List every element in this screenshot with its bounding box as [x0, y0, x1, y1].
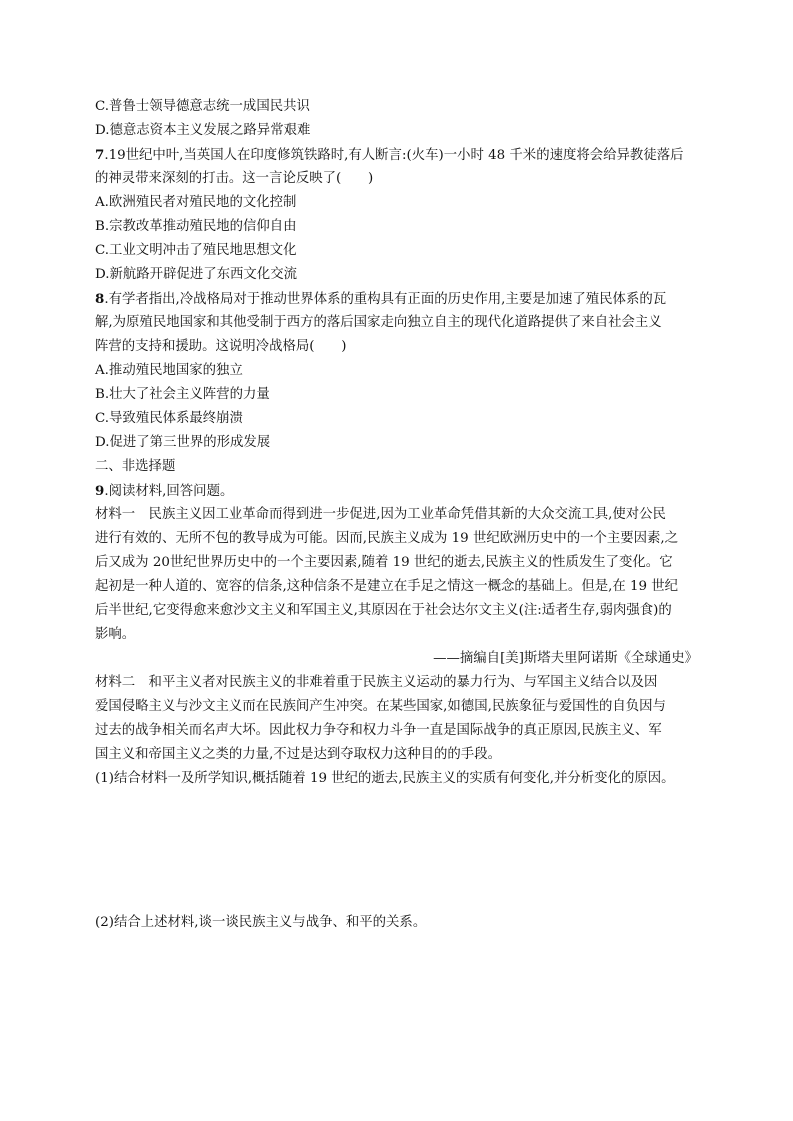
q8-option-d: D.促进了第三世界的形成发展	[95, 435, 271, 450]
q9-subquestion-1: (1)结合材料一及所学知识,概括随着 19 世纪的逝去,民族主义的实质有何变化,并分析变化的原因。	[95, 771, 675, 786]
section-heading: 二、非选择题	[95, 459, 176, 474]
q6-option-c: C.普鲁士领导德意志统一成国民共识	[95, 99, 310, 114]
q7-option-a: A.欧洲殖民者对殖民地的文化控制	[95, 195, 297, 210]
q7-stem-line1	[95, 145, 705, 166]
material2-line3: 过去的战争相关而名声大坏。因此权力争夺和权力斗争一直是国际战争的真正原因,民族主义、军	[95, 723, 662, 738]
material2-line4: 国主义和帝国主义之类的力量,不过是达到夺取权力这种目的的手段。	[95, 747, 501, 762]
material1-line4: 起初是一种人道的、宽容的信条,这种信条不是建立在手足之情这一概念的基础上。但是,在 19 世纪	[95, 579, 679, 594]
q8-stem-line2: 解,为原殖民地国家和其他受制于西方的落后国家走向独立自主的现代化道路提供了来自社会主义	[95, 315, 662, 330]
q8-option-c: C.导致殖民体系最终崩溃	[95, 411, 243, 426]
material1-line3: 后又成为 20世纪世界历史中的一个主要因素,随着 19 世纪的逝去,民族主义的性质发生了变化。它	[95, 555, 673, 570]
q8-stem-line3: 阵营的支持和援助。这说明冷战格局( )	[95, 339, 347, 354]
material2-line1: 材料二 和平主义者对民族主义的非难着重于民族主义运动的暴力行为、与军国主义结合以及因	[95, 675, 658, 690]
q8-number: 8	[95, 291, 105, 307]
q9-stem	[95, 481, 705, 502]
q7-stem-text1: .19世纪中叶,当英国人在印度修筑铁路时,有人断言:(火车)一小时 48 千米的速度将会给异教徒落后	[104, 148, 684, 163]
q8-stem-line1	[95, 289, 705, 310]
q8-stem-text1: .有学者指出,冷战格局对于推动世界体系的重构具有正面的历史作用,主要是加速了殖民体系的瓦	[104, 292, 667, 307]
material1-line6: 影响。	[95, 627, 136, 642]
q7-stem-line2: 的神灵带来深刻的打击。这一言论反映了( )	[95, 171, 374, 186]
material1-line5: 后半世纪,它变得愈来愈沙文主义和军国主义,其原因在于社会达尔文主义(注:适者生存,弱肉强食)的	[95, 603, 672, 618]
q7-number: 7	[95, 147, 105, 163]
material1-line2: 进行有效的、无所不包的教导成为可能。因而,民族主义成为 19 世纪欧洲历史中的一个主要因素,之	[95, 531, 679, 546]
material2-line2: 爱国侵略主义与沙文主义而在民族间产生冲突。在某些国家,如德国,民族象征与爱国性的自负因与	[95, 699, 666, 714]
q6-option-d: D.德意志资本主义发展之路异常艰难	[95, 123, 311, 138]
q8-option-b: B.壮大了社会主义阵营的力量	[95, 387, 270, 402]
q7-option-c: C.工业文明冲击了殖民地思想文化	[95, 243, 297, 258]
q7-option-b: B.宗教改革推动殖民地的信仰自由	[95, 219, 297, 234]
q8-option-a: A.推动殖民地国家的独立	[95, 363, 243, 378]
q9-stem-text: .阅读材料,回答问题。	[104, 484, 234, 499]
material1-line1: 材料一 民族主义因工业革命而得到进一步促进,因为工业革命凭借其新的大众交流工具,使对公民	[95, 507, 666, 522]
q9-subquestion-2: (2)结合上述材料,谈一谈民族主义与战争、和平的关系。	[95, 915, 427, 930]
q7-option-d: D.新航路开辟促进了东西文化交流	[95, 267, 297, 282]
material1-source: ——摘编自[美]斯塔夫里阿诺斯《全球通史》	[433, 651, 698, 666]
q9-number: 9	[95, 483, 105, 499]
